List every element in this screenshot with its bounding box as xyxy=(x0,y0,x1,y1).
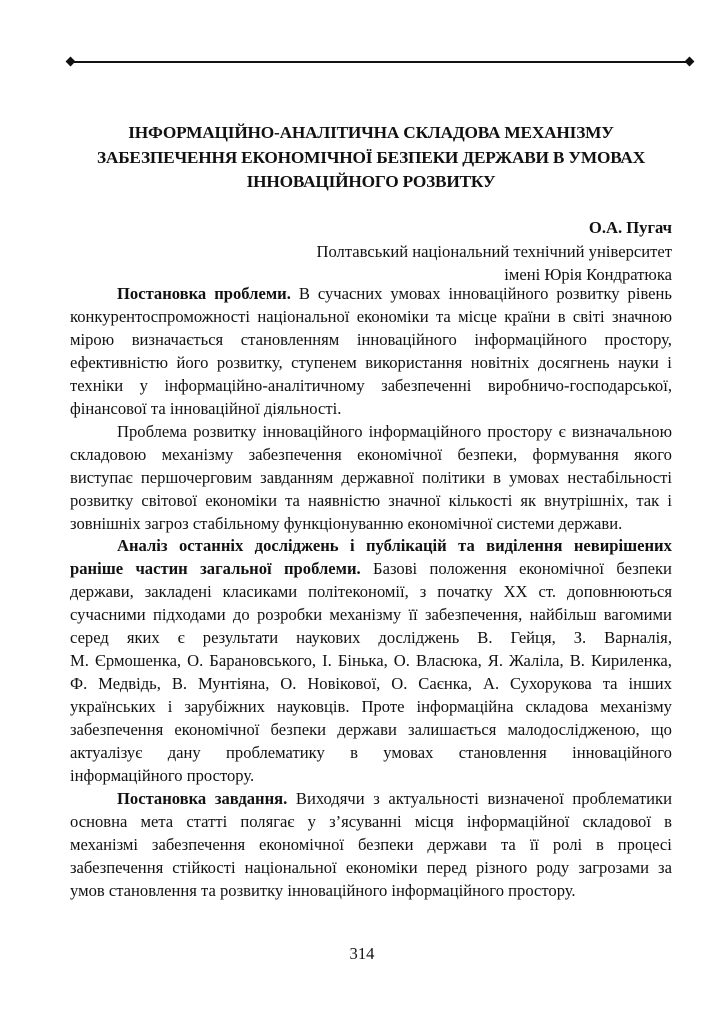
text-line xyxy=(70,329,672,352)
word: В xyxy=(298,284,310,303)
word: досягнень xyxy=(537,352,610,372)
word: Постановка xyxy=(117,788,207,808)
paragraph xyxy=(70,788,672,903)
word: в xyxy=(596,834,604,854)
word: Гейця, xyxy=(510,628,556,648)
text-line xyxy=(70,765,672,788)
word: загальної xyxy=(200,559,272,579)
word: наявністю xyxy=(307,490,381,510)
word: сучасними xyxy=(70,605,146,625)
word: визначеної xyxy=(487,788,564,808)
text-line xyxy=(70,513,672,536)
word: О. xyxy=(391,674,408,694)
word: економічної xyxy=(519,559,605,579)
word: В. xyxy=(569,651,585,671)
word: з’ясуванні xyxy=(329,811,402,831)
word: розвитку xyxy=(70,490,134,510)
word: політекономії, xyxy=(308,582,409,602)
word: забезпечення xyxy=(151,834,246,854)
word: Ф. xyxy=(70,674,88,694)
word: Виходячи xyxy=(295,788,365,808)
word: Проте xyxy=(361,697,405,717)
word: публікацій xyxy=(365,536,447,556)
text-line xyxy=(70,444,672,467)
rule-endpoint-left xyxy=(66,57,76,67)
word: виробничо-господарської, xyxy=(487,375,672,395)
word: наукових xyxy=(296,628,361,648)
text-line xyxy=(70,283,672,306)
word: Аналіз xyxy=(117,536,168,556)
word: інформаційної xyxy=(466,811,570,831)
word: формування xyxy=(532,444,619,464)
text-line xyxy=(70,558,672,581)
word: і xyxy=(667,490,672,510)
word: О. xyxy=(280,674,297,694)
word: ролі xyxy=(552,834,583,854)
word: першочерговим xyxy=(140,467,253,487)
word: політики xyxy=(422,467,485,487)
word: роду xyxy=(536,857,570,877)
text-line xyxy=(70,581,672,604)
word: З. xyxy=(573,628,587,648)
word: і xyxy=(167,697,173,717)
paragraph xyxy=(70,283,672,421)
word: інформаційно-аналітичному xyxy=(164,375,365,395)
word: складової xyxy=(582,811,651,831)
word: його xyxy=(176,352,209,372)
word: мета xyxy=(140,811,174,831)
word: Медвідь, xyxy=(98,674,161,694)
word: механізмі xyxy=(70,834,139,854)
word: механізму xyxy=(329,605,402,625)
word: проблеми. xyxy=(214,284,291,303)
word: світової xyxy=(141,490,198,510)
word: Постановка xyxy=(117,284,207,303)
word: безпеки xyxy=(616,559,672,579)
word: доповнюються xyxy=(566,582,672,602)
body-text: зовнішніх загроз стабільному функціонуванню економічної системи держави. xyxy=(70,513,623,533)
word: Базові xyxy=(373,559,418,579)
word: економіки xyxy=(356,306,429,326)
word: розвитку xyxy=(556,284,620,303)
author-block xyxy=(317,216,673,287)
author-name: О.А. Пугач xyxy=(588,218,672,237)
word: безпеки xyxy=(270,720,327,740)
text-line xyxy=(70,467,672,490)
word: світі xyxy=(572,306,605,326)
word: підходами xyxy=(152,605,226,625)
word: та xyxy=(435,306,451,326)
word: Новікової, xyxy=(307,674,381,694)
affiliation-line: Полтавський національний технічний університет xyxy=(316,241,672,261)
word: дану xyxy=(167,743,201,763)
word: національної xyxy=(244,857,337,877)
word: ступенем xyxy=(291,352,357,372)
affiliation-line: імені Юрія Кондратюка xyxy=(504,265,672,284)
body-text: умов становлення та розвитку інноваційного інформаційного простору. xyxy=(70,880,576,900)
word: країни xyxy=(504,306,551,326)
word: інноваційного xyxy=(262,421,363,441)
word: та xyxy=(285,490,300,510)
word: М. xyxy=(70,651,89,671)
word: сучасних xyxy=(317,284,383,303)
word: актуалізує xyxy=(70,743,143,763)
word: використання xyxy=(365,352,463,372)
word: економічної xyxy=(259,834,345,854)
header-rule xyxy=(70,61,690,63)
word: нестабільності xyxy=(567,467,672,487)
word: останніх xyxy=(178,536,244,556)
word: з xyxy=(419,582,427,602)
word: становленням xyxy=(240,329,340,349)
word: мірою xyxy=(70,329,115,349)
word: проблематику xyxy=(226,743,325,763)
text-line xyxy=(70,788,672,811)
word: інформаційна xyxy=(416,697,514,717)
word: інноваційного xyxy=(572,743,672,763)
word: основна xyxy=(70,811,128,831)
word: з xyxy=(373,788,380,808)
word: завдання. xyxy=(214,788,288,808)
word: Бінька, xyxy=(337,651,388,671)
paragraph xyxy=(70,421,672,536)
body-text: інформаційного простору. xyxy=(70,766,255,786)
word: складовою xyxy=(70,444,147,464)
word: та xyxy=(500,834,516,854)
word: Саєнка, xyxy=(418,674,473,694)
paragraph xyxy=(70,535,672,787)
word: інформаційного xyxy=(474,329,587,349)
word: українських xyxy=(70,697,156,717)
word: раніше xyxy=(70,559,124,579)
word: безпеки xyxy=(357,834,414,854)
word: так xyxy=(636,490,660,510)
word: складова xyxy=(525,697,589,717)
word: та xyxy=(458,536,475,556)
article-body xyxy=(70,283,672,903)
word: за xyxy=(658,857,672,877)
word: частин xyxy=(135,559,188,579)
word: О. xyxy=(393,651,410,671)
word: забезпечення xyxy=(248,444,342,464)
word: економічної xyxy=(357,444,443,464)
word: ст. xyxy=(538,582,557,602)
word: умовах xyxy=(383,743,434,763)
word: Мунтіяна, xyxy=(197,674,270,694)
word: національної xyxy=(257,306,350,326)
word: в xyxy=(493,467,501,487)
word: забезпечення xyxy=(70,720,164,740)
word: внутрішніх, xyxy=(544,490,629,510)
text-line xyxy=(70,696,672,719)
text-line xyxy=(70,650,672,673)
word: державної xyxy=(341,467,414,487)
word: науки xyxy=(618,352,659,372)
title-line: ІННОВАЦІЙНОГО РОЗВИТКУ xyxy=(246,172,496,191)
word: розвитку, xyxy=(216,352,283,372)
word: в xyxy=(557,306,566,326)
body-text: фінансової та інноваційної діяльності. xyxy=(70,398,342,418)
word: залишається xyxy=(408,720,497,740)
text-line xyxy=(70,375,672,398)
word: простору xyxy=(487,421,553,441)
word: І. xyxy=(322,651,332,671)
word: визначальною xyxy=(571,421,672,441)
word: умовах xyxy=(390,284,441,303)
word: її xyxy=(529,834,539,854)
word: зарубіжних xyxy=(184,697,265,717)
word: новітніх xyxy=(470,352,530,372)
word: місця xyxy=(414,811,454,831)
word: загрозами xyxy=(578,857,649,877)
rule-endpoint-right xyxy=(685,57,695,67)
word: класиками xyxy=(222,582,298,602)
word: проблеми. xyxy=(284,559,361,579)
word: інформаційного xyxy=(368,421,482,441)
word: вагомими xyxy=(603,605,672,625)
word: стійкості xyxy=(172,857,236,877)
word: як xyxy=(520,490,537,510)
word: інноваційного xyxy=(356,329,457,349)
word: якого xyxy=(634,444,672,464)
word: полягає xyxy=(240,811,295,831)
word: серед xyxy=(70,628,109,648)
page-number: 314 xyxy=(349,944,375,963)
word: досліджень xyxy=(254,536,339,556)
word: техніки xyxy=(70,375,124,395)
word: Єрмошенка, xyxy=(94,651,182,671)
word: держави xyxy=(427,834,488,854)
text-line xyxy=(70,627,672,650)
word: і xyxy=(667,352,672,372)
word: найбільш xyxy=(529,605,597,625)
word: виділення xyxy=(486,536,563,556)
word: науковців. xyxy=(276,697,350,717)
word: держави xyxy=(337,720,397,740)
word: XX xyxy=(503,582,528,602)
text-line xyxy=(70,834,672,857)
word: забезпечення xyxy=(70,857,164,877)
text-line xyxy=(70,490,672,513)
word: економіки xyxy=(345,857,418,877)
word: результати xyxy=(202,628,279,648)
word: і xyxy=(349,536,355,556)
text-line xyxy=(70,673,672,696)
word: рівень xyxy=(627,284,672,303)
word: кількості xyxy=(448,490,513,510)
word: конкурентоспроможності xyxy=(70,306,250,326)
word: невирішених xyxy=(573,536,672,556)
word: Я. xyxy=(487,651,503,671)
word: її xyxy=(408,605,418,625)
word: інших xyxy=(628,674,672,694)
text-line xyxy=(70,742,672,765)
word: В. xyxy=(477,628,493,648)
word: простору, xyxy=(604,329,672,349)
word: актуальності xyxy=(388,788,479,808)
word: ефективністю xyxy=(70,352,168,372)
word: А. xyxy=(482,674,500,694)
word: Кириленка, xyxy=(590,651,672,671)
word: місце xyxy=(458,306,497,326)
word: до xyxy=(232,605,250,625)
word: Варналія, xyxy=(604,628,672,648)
word: початку xyxy=(437,582,493,602)
word: є xyxy=(177,628,185,648)
word: розробки xyxy=(256,605,323,625)
word: визначається xyxy=(131,329,224,349)
word: у xyxy=(307,811,316,831)
word: виступає xyxy=(70,467,133,487)
word: Жаліла, xyxy=(509,651,564,671)
word: економічної xyxy=(174,720,260,740)
text-line xyxy=(70,398,672,421)
word: закладені xyxy=(144,582,212,602)
text-line xyxy=(70,604,672,627)
word: О. xyxy=(187,651,204,671)
word: економіки xyxy=(205,490,277,510)
word: інноваційного xyxy=(448,284,549,303)
word: перед xyxy=(426,857,467,877)
word: забезпечення, xyxy=(424,605,523,625)
text-line xyxy=(70,535,672,558)
text-line xyxy=(70,421,672,444)
word: значної xyxy=(388,490,441,510)
text-line xyxy=(70,880,672,903)
word: проблематики xyxy=(572,788,672,808)
text-line xyxy=(70,719,672,742)
word: положення xyxy=(429,559,507,579)
word: досліджень xyxy=(378,628,460,648)
text-line xyxy=(70,811,672,834)
word: є xyxy=(558,421,566,441)
word: що xyxy=(650,720,672,740)
word: в xyxy=(350,743,358,763)
word: держави, xyxy=(70,582,134,602)
word: розвитку xyxy=(193,421,257,441)
title-line: ІНФОРМАЦІЙНО-АНАЛІТИЧНА СКЛАДОВА МЕХАНІЗМУ xyxy=(128,123,614,142)
word: Проблема xyxy=(117,421,188,441)
word: В. xyxy=(171,674,188,694)
word: механізму xyxy=(161,444,234,464)
text-line xyxy=(70,352,672,375)
word: механізму xyxy=(600,697,672,717)
word: умовах xyxy=(509,467,560,487)
word: безпеки, xyxy=(457,444,518,464)
word: становлення xyxy=(458,743,547,763)
text-line xyxy=(70,857,672,880)
word: процесі xyxy=(617,834,672,854)
word: різного xyxy=(475,857,528,877)
word: забезпеченні xyxy=(381,375,472,395)
word: малодослідженою, xyxy=(507,720,640,740)
word: яких xyxy=(126,628,160,648)
word: в xyxy=(664,811,672,831)
word: статті xyxy=(186,811,228,831)
article-title xyxy=(70,121,672,195)
word: у xyxy=(139,375,148,395)
word: та xyxy=(602,674,618,694)
word: Сухорукова xyxy=(510,674,592,694)
word: значною xyxy=(611,306,672,326)
word: завданням xyxy=(260,467,334,487)
word: Барановського, xyxy=(209,651,317,671)
word: Власюка, xyxy=(415,651,482,671)
text-line xyxy=(70,306,672,329)
title-line: ЗАБЕЗПЕЧЕННЯ ЕКОНОМІЧНОЇ БЕЗПЕКИ ДЕРЖАВИ В УМОВАХ xyxy=(97,147,645,167)
